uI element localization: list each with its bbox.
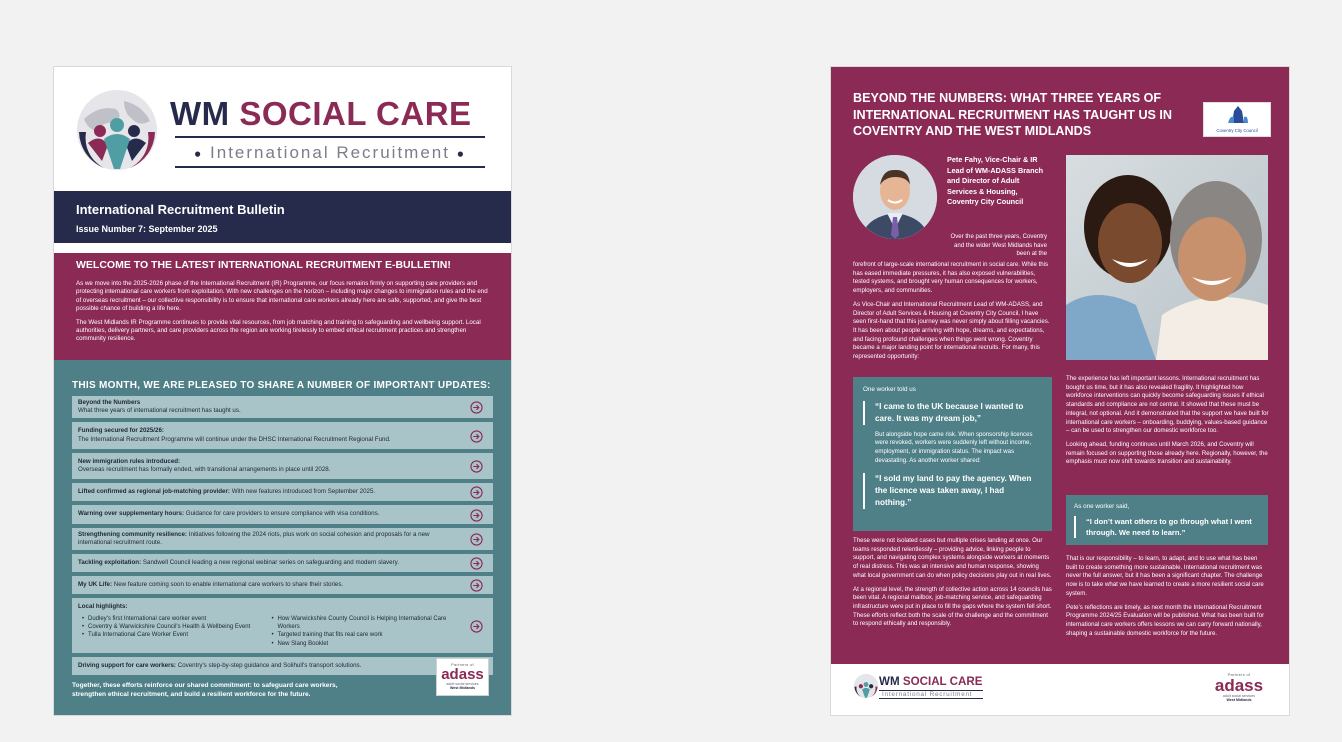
footer-brand-social-care: SOCIAL CARE [902,675,983,688]
update-text: Initiatives following the 2024 riots, plus work on social cohesion and proposals for a new international recruitment route. [78,530,430,546]
worker-quote-3: “I don’t want others to go through what I went through. We need to learn.” [1074,516,1260,538]
footer-brand-wm: WM [879,675,900,688]
update-title: Warning over supplementary hours: [78,510,185,518]
update-tackling-exploitation[interactable] [72,554,493,572]
welcome-paragraph-2: The West Midlands IR Programme continues to provide vital resources, from job matching and training to safeguarding and wellbeing support. Local authorities, delivery partners, and care providers across the region are working tirelessly to embed ethical recruitment practices and strengthen community resilience. [76,318,481,343]
local-highlights-left [78,615,268,649]
list-item[interactable]: • Dudley's first International care worker event [82,615,268,623]
worker-quotes-box [853,377,1052,531]
brand-divider-top [175,136,485,138]
footer-brand [879,675,983,699]
care-workers-photo [1066,155,1268,360]
adass-logo [1211,670,1267,710]
update-text: Guidance for care providers to ensure compliance with visa conditions. [185,510,380,518]
update-title: My UK Life: [78,581,113,589]
update-title: Funding secured for 2025/26: [78,427,164,435]
worker-quote-box-2 [1066,495,1268,545]
article-body [831,67,1289,664]
arrow-right-circle-icon[interactable] [470,509,483,522]
elephant-castle-icon [1204,103,1272,127]
article-column-1-bottom [853,537,1052,634]
list-item[interactable]: • How Warwickshire County Council is Helping International Care Workers [272,615,458,632]
update-beyond-the-numbers[interactable] [72,396,493,418]
update-text: What three years of international recruitment has taught us. [78,407,241,415]
arrow-right-circle-icon[interactable] [470,557,483,570]
local-highlights-right [268,615,458,649]
globe-people-logo-icon [853,673,879,699]
updates-heading: THIS MONTH, WE ARE PLEASED TO SHARE A NUMBER OF IMPORTANT UPDATES: [72,380,491,391]
update-text: Coventry's step-by-step guidance and Solihull's transport solutions. [177,662,362,670]
update-driving-support[interactable] [72,657,493,675]
article-footer [831,664,1289,715]
update-funding-secured[interactable] [72,422,493,448]
adass-wordmark: adass [1214,676,1264,695]
list-item[interactable]: • Coventry & Warwickshire Council's Health & Wellbeing Event [82,623,268,631]
arrow-right-circle-icon[interactable] [470,460,483,473]
update-title: New immigration rules introduced: [78,457,181,465]
update-text: With new features introduced from September 2025. [231,488,376,496]
council-logo-text: Coventry City Council [1216,128,1258,133]
adass-region: West Midlands [449,686,476,690]
brand-divider-bottom [175,166,485,168]
update-title: Beyond the Numbers [78,399,141,406]
arrow-right-circle-icon[interactable] [470,579,483,592]
update-my-uk-life[interactable] [72,576,493,594]
article-paragraph-8: Pete’s reflections are timely, as next month the International Recruitment Programme 2024/25 Evaluation will be published. What has been built for international care workers offers lessons we can carry forward nationally, shaping a sustainable domestic workforce for the future. [1066,603,1265,637]
adass-subtitle: adult social services [1222,694,1256,698]
article-paragraph-5: The experience has left important lessons. International recruitment has bought us time, but it has also revealed fragility. It highlighted how workforce interventions can quickly become safeguarding issues if ethical standards and compliance are not central. It showed that these must be integral, not optional. And it demonstrated that the support we have built for international care workers – onboarding, buddying, values-based guidance – can be used to strengthen our domestic workforce too. [1066,375,1269,435]
worker-quote-1: “I came to the UK because I wanted to care. It was my dream job,” [863,401,1042,425]
welcome-section [54,253,511,360]
arrow-right-circle-icon[interactable] [470,486,483,499]
bulletin-cover-page [54,67,511,715]
update-title: Strengthening community resilience: [78,530,187,538]
arrow-right-circle-icon[interactable] [470,533,483,546]
adass-wordmark: adass [441,666,484,683]
article-title: BEYOND THE NUMBERS: WHAT THREE YEARS OF INTERNATIONAL RECRUITMENT HAS TAUGHT US IN COVENTRY AND THE WEST MIDLANDS [853,91,1173,138]
update-title: Tackling exploitation: [78,559,142,567]
article-page [831,67,1289,715]
adass-partners-label: Partners of [451,662,474,667]
update-supplementary-hours[interactable] [72,505,493,523]
arrow-right-circle-icon[interactable] [470,401,483,414]
quote-narrative: But alongside hope came risk. When sponsorship licences were revoked, workers were suddenly left without income, employment, or immigration status. The impact was devastating. As another worker shared: [875,430,1033,464]
list-item[interactable]: • Targeted training that fits real care work [272,631,458,639]
article-paragraph-1: forefront of large-scale international recruitment in social care. While this has eased immediate pressures, it has also exposed vulnerabilities, tested systems, and brought very human consequences for workers, employers, and communities. [853,261,1049,295]
update-title: Lifted confirmed as regional job-matching provider: [78,488,230,496]
article-paragraph-2: As Vice-Chair and International Recruitment Lead of WM-ADASS, and Director of Adult Services & Housing at Coventry City Council, I have seen first-hand that this journey was never simply about filling vacancies. It has been about people arriving with hope, dreams, and expectations, and facing profound challenges when things went wrong. Coventry became a major landing point for international recruits. For many, this represented opportunity: [853,300,1050,361]
intro-short-text: Over the past three years, Coventry and the wider West Midlands have been at the [950,233,1047,258]
article-intro-short [947,233,1047,264]
update-immigration-rules[interactable] [72,453,493,479]
adass-region: West Midlands [1226,698,1252,702]
author-byline: Pete Fahy, Vice-Chair & IR Lead of WM-ADASS Branch and Director of Adult Services & Housing, Coventry City Council [947,155,1044,207]
article-paragraph-3: These were not isolated cases but multiple crises landing at once. Our teams responded relentlessly – providing advice, linking people to support, and navigating complex systems alongside workers at moments of real distress. This was an intensive and human response, showing what local government can do when policy decisions play out in real lives. [853,537,1052,579]
welcome-paragraph-1: As we move into the 2025-2026 phase of the International Recruitment (IR) Programme, our focus remains firmly on supporting care providers and protecting international care workers from exploitation. With new challenges on the horizon – including major changes to immigration rules and the end of overseas recruitment – our collective responsibility is to ensure that international care workers already here are safe, supported, and give the best possible chance of building a life here. [76,280,488,313]
footer-brand-subtitle: International Recruitment [879,690,983,699]
update-text: Sandwell Council leading a new regional webinar series on safeguarding and modern slavery. [142,559,400,567]
arrow-right-circle-icon[interactable] [470,430,483,443]
adass-partners-label: Partners of [1227,672,1251,677]
update-community-resilience[interactable] [72,528,493,550]
article-column-2-bottom [1066,555,1269,643]
masthead [54,67,511,191]
list-item[interactable]: • New Slang Booklet [272,640,458,648]
arrow-right-circle-icon[interactable] [470,620,483,633]
worker-quote-2: “I sold my land to pay the agency. When the licence was taken away, I had nothing.” [863,473,1042,508]
update-text: Overseas recruitment has formally ended, with transitional arrangements in place until 2028. [78,466,331,474]
bulletin-title: International Recruitment Bulletin [76,202,285,217]
brand-title [170,97,472,131]
closing-statement: Together, these efforts reinforce our shared commitment: to safeguard care workers, strengthen ethical recruitment, and build a resilient workforce for the future. [72,682,338,699]
adass-subtitle: adult social services [446,682,479,686]
globe-people-logo-icon [74,87,160,173]
article-column-2-top [1066,375,1269,472]
coventry-city-council-logo [1203,102,1271,137]
quote-lead: As one worker said, [1074,503,1130,510]
brand-subtitle: ● International Recruitment ● [194,143,466,162]
article-paragraph-4: At a regional level, the strength of collective action across 14 councils has been vital. A regional mailbox, job-matching service, and safeguarding infrastructure were put in place to fill the gaps where the system fell short. These efforts reflect both the scale of the challenge and the commitment to respond ethically and responsibly. [853,585,1052,628]
bulletin-issue: Issue Number 7: September 2025 [76,224,218,234]
brand-subtitle-text: International Recruitment [210,143,450,162]
update-text: The International Recruitment Programme will continue under the DHSC International Recruitment Regional Fund. [78,435,391,443]
welcome-heading: WELCOME TO THE LATEST INTERNATIONAL RECRUITMENT E-BULLETIN! [76,259,451,271]
update-local-highlights[interactable] [72,598,493,653]
brand-wm: WM [170,95,230,132]
article-paragraph-7: That is our responsibility – to learn, to adapt, and to use what has been built to create something more sustainable. International recruitment was never the full answer, but it has been a significant chapter. The challenge now is to take what we have learned to create a more resilient social care system. [1066,555,1264,597]
local-highlights-title: Local highlights: [78,603,128,611]
update-text: New feature coming soon to enable international care workers to share their stories. [113,581,344,589]
list-item[interactable]: • Tulla International Care Worker Event [82,631,268,639]
quote-lead: One worker told us [863,386,916,393]
bulletin-header-band [54,191,511,243]
article-column-1-top [853,261,1051,367]
article-paragraph-6: Looking ahead, funding continues until March 2026, and Coventry will remain focused on supporting those already here. Regionally, however, the emphasis must now shift towards transition and sustainability. [1066,440,1268,466]
adass-logo [436,658,489,696]
author-portrait [853,155,937,239]
update-title: Driving support for care workers: [78,662,176,670]
brand-social-care: SOCIAL CARE [239,95,472,132]
update-lifted-provider[interactable] [72,483,493,501]
